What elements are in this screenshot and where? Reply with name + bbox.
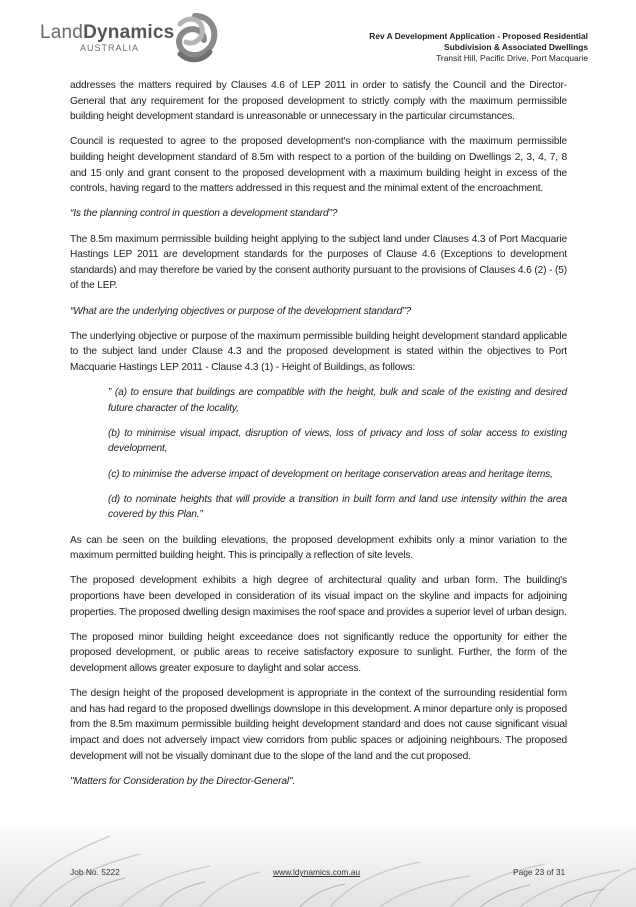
paragraph: As can be seen on the building elevations, the proposed development exhibits only a minor variation to the maximum permitted building height. This is principally a reflection of site levels. <box>70 534 567 562</box>
paragraph: Council is requested to agree to the proposed development's non-compliance with the maximum permissible building height development standard of 8.5m with respect to a portion of the building on Dwellings 2, 3, 4, 7, 8 and 15 only and grant consent to the proposed development with a maximum building height in excess of the controls, having regard to the matters addressed in this request and the minimal extent of the encroachment. <box>70 136 567 195</box>
paragraph: The proposed development exhibits a high degree of architectural quality and urban form. The building's proportions have been developed in consideration of its visual impact on the skyline and impacts for adjoining properties. The proposed dwelling design maximises the roof space and provides a superior level of urban design. <box>70 575 567 618</box>
footer-job-number: Job No. 5222 <box>70 867 120 877</box>
page-header <box>0 0 636 72</box>
logo-subtitle: AUSTRALIA <box>80 43 140 53</box>
company-logo <box>40 18 190 70</box>
footer-page-number: Page 23 of 31 <box>513 867 566 877</box>
objective-item: (d) to nominate heights that will provide a transition in built form and land use intensity within the area covered by this Plan.” <box>108 493 567 521</box>
objective-item: (c) to minimise the adverse impact of development on heritage conservation areas and heritage items, <box>108 468 553 480</box>
paragraph: addresses the matters required by Clauses 4.6 of LEP 2011 in order to satisfy the Council and the Director-General that any requirement for the proposed development to strictly comply with the maximum permissible building height development standard is unreasonable or unnecessary in the particular circumstances. <box>70 80 567 123</box>
page-body <box>70 78 567 799</box>
question-heading: “Is the planning control in question a development standard”? <box>70 208 338 220</box>
footer-website-link[interactable]: www.ldynamics.com.au <box>273 867 361 877</box>
logo-knot-icon <box>170 12 220 64</box>
logo-wordmark: LandDynamics <box>40 22 175 43</box>
objectives-quote <box>108 385 567 523</box>
question-heading: "Matters for Consideration by the Director-General". <box>70 775 296 787</box>
header-location: Transit Hill, Pacific Drive, Port Macquarie <box>436 53 588 63</box>
question-heading: “What are the underlying objectives or purpose of the development standard”? <box>70 305 411 317</box>
paragraph: The 8.5m maximum permissible building height applying to the subject land under Clauses 4.3 of Port Macquarie Hastings LEP 2011 are development standards for the purposes of Clause 4.6 (Exceptions to development standards) and may therefore be varied by the consent authority pursuant to the provisions of Clauses 4.6 (2) - (5) of the LEP. <box>70 233 567 292</box>
paragraph: The design height of the proposed development is appropriate in the context of the surrounding residential form and has had regard to the proposed dwellings downslope in this development. A minor departure only is proposed from the 8.5m maximum permissible building height development standard and does not cause significant visual impact and does not adversely impact view corridors from public spaces or adjoining neighbours. The proposed development will not be visually dominant due to the slope of the land and the cut proposed. <box>70 688 567 762</box>
objective-item: (b) to minimise visual impact, disruption of views, loss of privacy and loss of solar access to existing development, <box>108 427 567 455</box>
document-header-title <box>369 31 588 64</box>
paragraph: The underlying objective or purpose of the maximum permissible building height development standard applicable to the subject land under Clause 4.3 and the proposed development is stated within the objectives to Port Macquarie Hastings LEP 2011 - Clause 4.3 (1) - Height of Buildings, as follows: <box>70 330 567 373</box>
page-footer <box>0 826 636 907</box>
objective-item: ” (a) to ensure that buildings are compatible with the height, bulk and scale of the existing and desired future character of the locality, <box>108 387 567 414</box>
paragraph: The proposed minor building height exceedance does not significantly reduce the opportunity for either the proposed development, or public areas to receive satisfactory exposure to sunlight. Further, the form of the development allows greater exposure to daylight and solar access. <box>70 631 567 674</box>
header-title-line-1: Rev A Development Application - Proposed Residential <box>369 31 588 41</box>
header-title-line-2: Subdivision & Associated Dwellings <box>444 42 588 52</box>
